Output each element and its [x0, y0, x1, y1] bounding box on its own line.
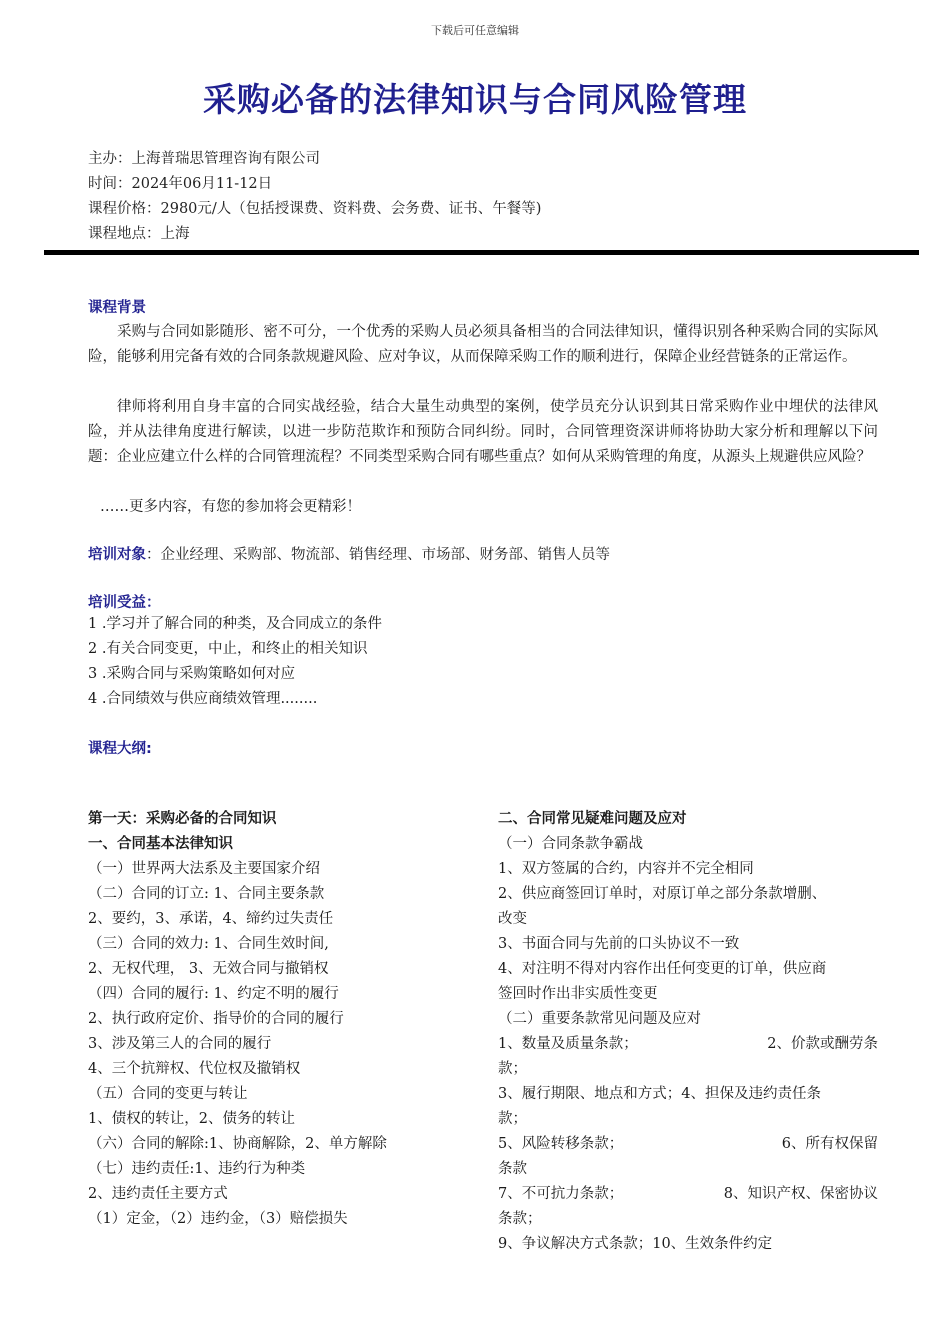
audience-line: [88, 543, 610, 564]
list-item: 2 .有关合同变更，中止，和终止的相关知识: [88, 641, 368, 657]
list-item-part: 5、风险转移条款；: [498, 1136, 624, 1152]
outline-heading: 课程大纲:: [88, 741, 152, 757]
background-heading: 课程背景: [88, 300, 146, 316]
list-item: （1）定金，（2）违约金，（3）赔偿损失: [88, 1211, 348, 1227]
list-item: 9、争议解决方式条款；10、生效条件约定: [498, 1236, 773, 1252]
list-item: 4 .合同绩效与供应商绩效管理........: [88, 691, 318, 707]
organizer: 主办：上海普瑞思管理咨询有限公司: [88, 151, 320, 167]
list-item-part: 8、知识产权、保密协议: [723, 1186, 878, 1202]
list-item: 3 .采购合同与采购策略如何对应: [88, 666, 295, 682]
list-item: 款；: [498, 1061, 527, 1077]
section-two-heading: 二、合同常见疑难问题及应对: [498, 811, 687, 827]
day-one-heading: 第一天：采购必备的合同知识: [88, 811, 277, 827]
list-item: （二）重要条款常见问题及应对: [498, 1011, 701, 1027]
background-paragraph-2: 律师将利用自身丰富的合同实战经验，结合大量生动典型的案例，使学员充分认识到其日常采购作业中埋伏的法律风险，并从法律角度进行解读，以进一步防范欺诈和预防合同纠纷。同时，合同管理资深讲师将协助大家分析和理解以下问题：企业应建立什么样的合同管理流程？不同类型采购合同有哪些重点？如何从采购管理的角度，从源头上规避供应风险？: [88, 399, 878, 465]
list-item: 2、要约，3、承诺，4、缔约过失责任: [88, 911, 334, 927]
list-item: 签回时作出非实质性变更: [498, 986, 658, 1002]
list-item: 4、对注明不得对内容作出任何变更的订单，供应商: [498, 961, 827, 977]
list-item: （二）合同的订立: 1、合同主要条款: [88, 886, 325, 902]
list-item-part: 6、所有权保留: [781, 1136, 878, 1152]
list-item-part: 2、价款或酬劳条: [767, 1036, 878, 1052]
list-item: （三）合同的效力: 1、合同生效时间,: [88, 936, 329, 952]
list-item: （七）违约责任:1、违约行为种类: [88, 1161, 306, 1177]
list-item: 1 .学习并了解合同的种类，及合同成立的条件: [88, 616, 382, 632]
list-item: 3、涉及第三人的合同的履行: [88, 1036, 272, 1052]
list-item: 改变: [498, 911, 527, 927]
list-item: 2、执行政府定价、指导价的合同的履行: [88, 1011, 344, 1027]
background-paragraph-1: 采购与合同如影随形、密不可分，一个优秀的采购人员必须具备相当的合同法律知识，懂得识别各种采购合同的实际风险，能够利用完备有效的合同条款规避风险、应对争议，从而保障采购工作的顺利进行，保障企业经营链条的正常运作。: [88, 324, 878, 365]
audience-heading: 培训对象: [88, 547, 146, 563]
list-item: 3、书面合同与先前的口头协议不一致: [498, 936, 740, 952]
benefits-heading: 培训受益：: [88, 595, 161, 611]
course-price: 课程价格：2980元/人（包括授课费、资料费、会务费、证书、午餐等): [88, 201, 542, 217]
audience-text: ：企业经理、采购部、物流部、销售经理、市场部、财务部、销售人员等: [146, 547, 610, 563]
list-item: 4、三个抗辩权、代位权及撤销权: [88, 1061, 301, 1077]
outline-left-column: [88, 807, 448, 1232]
list-item: （六）合同的解除:1、协商解除，2、单方解除: [88, 1136, 387, 1152]
more-content-note: ……更多内容，有您的参加将会更精彩！: [100, 499, 361, 515]
list-item: 条款: [498, 1161, 527, 1177]
list-item: （五）合同的变更与转让: [88, 1086, 248, 1102]
section-one-heading: 一、合同基本法律知识: [88, 836, 233, 852]
list-item: （一）合同条款争霸战: [498, 836, 643, 852]
list-item: 1、债权的转让，2、债务的转让: [88, 1111, 295, 1127]
list-item-part: 1、数量及质量条款；: [498, 1036, 638, 1052]
header-note: 下载后可任意编辑: [431, 24, 519, 37]
list-item: 2、违约责任主要方式: [88, 1186, 228, 1202]
page-title: 采购必备的法律知识与合同风险管理: [203, 80, 747, 119]
list-item: [498, 1032, 878, 1057]
list-item: （四）合同的履行: 1、约定不明的履行: [88, 986, 339, 1002]
list-item: 2、无权代理， 3、无效合同与撤销权: [88, 961, 329, 977]
course-time: 时间：2024年06月11-12日: [88, 176, 273, 192]
list-item: 款；: [498, 1111, 527, 1127]
list-item: [498, 1182, 878, 1207]
course-meta: [88, 147, 541, 247]
course-location: 课程地点：上海: [88, 226, 190, 242]
list-item: [498, 1132, 878, 1157]
list-item-part: 7、不可抗力条款；: [498, 1186, 624, 1202]
divider-rule: [44, 250, 919, 255]
list-item: 条款；: [498, 1211, 542, 1227]
list-item: 1、双方签属的合约，内容并不完全相同: [498, 861, 754, 877]
list-item: 2、供应商签回订单时，对原订单之部分条款增删、: [498, 886, 827, 902]
benefits-list: [88, 612, 382, 712]
outline-right-column: [498, 807, 878, 1257]
list-item: （一）世界两大法系及主要国家介绍: [88, 861, 320, 877]
list-item: 3、履行期限、地点和方式；4、担保及违约责任条: [498, 1086, 821, 1102]
